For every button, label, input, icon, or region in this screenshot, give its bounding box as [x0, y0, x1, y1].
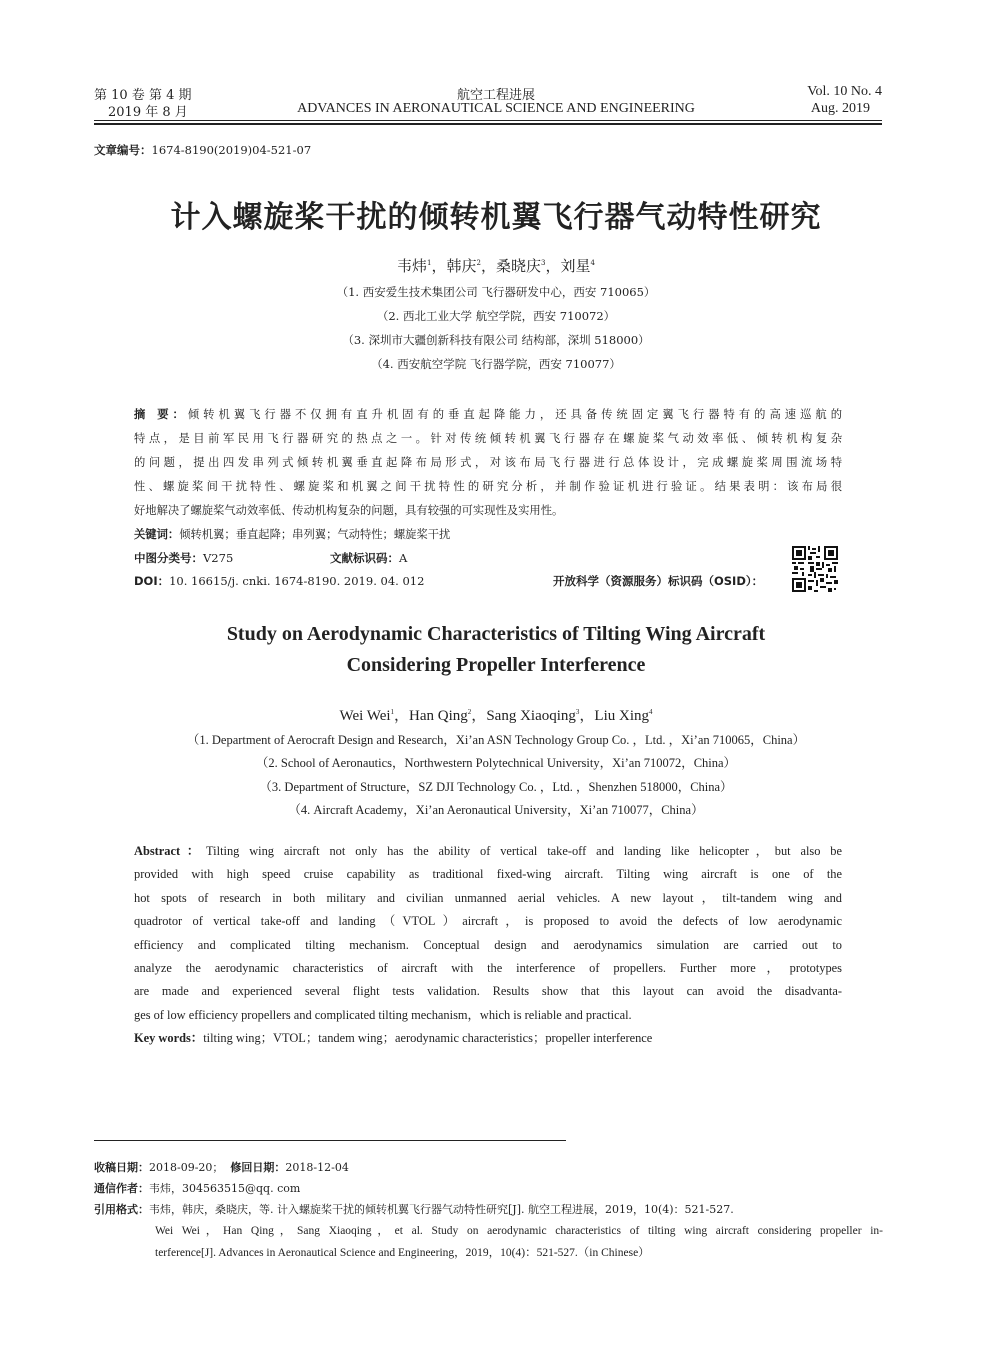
doi-value[interactable]: 10. 16615/j. cnki. 1674-8190. 2019. 04. 012 [169, 574, 425, 588]
received-value: 2018-09-20； [149, 1161, 224, 1174]
en-author-sup: 2 [467, 708, 472, 716]
osid-label: 开放科学（资源服务）标识码（OSID）： [553, 574, 764, 588]
article-number-value: 1674-8190(2019)04-521-07 [151, 143, 312, 157]
footnote-citation [94, 1201, 734, 1217]
clc-value: V275 [203, 551, 234, 565]
en-author-sup: 3 [575, 708, 580, 716]
en-affiliation: （2. School of Aeronautics，Northwestern Polytechnical University，Xi’an 710072，China） [255, 756, 737, 770]
en-authors: Wei Wei$^1$，Han Qing$^2$，Sang Xiaoqing$^3$，Liu Xing$^4$ [339, 708, 653, 724]
doc-code [330, 550, 407, 566]
journal-name-en: ADVANCES IN AERONAUTICAL SCIENCE AND ENGINEERING [297, 101, 695, 116]
cn-affiliation: （1. 西安爱生技术集团公司 飞行器研发中心，西安 710065） [336, 285, 656, 299]
en-author: Sang Xiaoqing [486, 708, 576, 724]
footnote-rule [94, 1140, 566, 1141]
cn-authors: 韦炜$^1$，韩庆$^2$，桑晓庆$^3$，刘星$^4$ [397, 257, 595, 275]
en-abstract-line: efficiency and complicated tilting mechanism. Conceptual design and aerodynamics simulation are carried out to [134, 937, 842, 952]
en-abstract-line: provided with high speed cruise capability as traditional fixed-wing aircraft. Tilting wing aircraft is one of the [134, 867, 842, 882]
en-abstract-line: ges of low efficiency propellers and complicated tilting mechanism，which is reliable and practical. [134, 1007, 632, 1022]
en-abstract-line: hot spots of research in both military and civilian unmanned aerial vehicles. A new layout，tilt-tandem wing and [134, 890, 842, 905]
header-date-en: Aug. 2019 [810, 101, 870, 116]
cn-abstract-label: 摘 要： [134, 408, 188, 421]
header-rule-thin [94, 120, 882, 121]
cn-abstract-line: 性、螺旋桨间干扰特性、螺旋桨和机翼之间干扰特性的研究分析，并制作验证机进行验证。结果表明：该布局很 [134, 480, 842, 493]
corresponding-label: 通信作者： [94, 1182, 149, 1195]
citation-cn: 韦炜，韩庆，桑晓庆，等. 计入螺旋桨干扰的倾转机翼飞行器气动特性研究[J]. 航空工程进展，2019，10(4)：521-527. [149, 1203, 734, 1216]
en-abstract-line: quadrotor of vertical take-off and landing（VTOL）aircraft，is proposed to avoid the defects of low aerodynamic [134, 914, 842, 929]
en-abstract-line: Tilting wing aircraft not only has the ability of vertical take-off and landing like helicopter，but also be [206, 844, 842, 858]
cn-author-sup: 3 [541, 259, 546, 267]
citation-en-line: Wei Wei，Han Qing，Sang Xiaoqing，et al. Study on aerodynamic characteristics of tilting wing aircraft considering propeller in- [155, 1225, 883, 1237]
cn-abstract [134, 403, 842, 547]
en-affiliation: （1. Department of Aerocraft Design and Research，Xi’an ASN Technology Group Co. ，Ltd. ，Xi’an 710065，China） [186, 733, 806, 747]
cn-affiliation: （4. 西安航空学院 飞行器学院，西安 710077） [371, 357, 621, 371]
clc-label: 中图分类号： [134, 551, 203, 565]
en-title-line: Considering Propeller Interference [346, 654, 646, 676]
cn-abstract-line: 特点，是目前军民用飞行器研究的热点之一。针对传统倾转机翼飞行器存在螺旋桨气动效率低、倾转机构复杂 [134, 432, 842, 445]
cn-author-sup: 1 [427, 259, 432, 267]
en-author: Liu Xing [594, 708, 649, 724]
article-number [94, 142, 311, 158]
header-vol-no-en: Vol. 10 No. 4 [807, 84, 882, 99]
osid-qr-code[interactable] [792, 546, 838, 592]
en-author-sup: 1 [390, 708, 395, 716]
en-abstract-line: analyze the aerodynamic characteristics of aircraft with the interference of propellers. Further more，prototypes [134, 961, 842, 976]
doi [134, 573, 424, 589]
revised-label: 修回日期： [230, 1161, 286, 1174]
cn-keywords-value: 倾转机翼；垂直起降；串列翼；气动特性；螺旋桨干扰 [179, 528, 451, 541]
article-number-label: 文章编号： [94, 143, 152, 157]
cn-author: 韦炜 [397, 257, 428, 275]
citation-en-line: terference[J]. Advances in Aeronautical Science and Engineering，2019，10(4)：521-527.（in Chinese） [155, 1247, 650, 1259]
received-label: 收稿日期： [94, 1161, 149, 1174]
citation-label: 引用格式： [94, 1203, 149, 1216]
header-volume-issue: 第 10 卷 第 4 期 [94, 88, 192, 103]
en-keywords-label: Key words： [134, 1031, 204, 1046]
cn-author-sup: 2 [476, 259, 481, 267]
en-author-sup: 4 [649, 708, 653, 716]
cn-keywords-label: 关键词： [134, 528, 180, 541]
corresponding-value[interactable]: 韦炜，304563515@qq. com [149, 1182, 301, 1195]
cn-abstract-line: 的问题，提出四发串列式倾转机翼垂直起降布局形式，对该布局飞行器进行总体设计，完成螺旋桨周围流场特 [134, 456, 842, 469]
doc-code-label: 文献标识码： [330, 551, 399, 565]
en-author: Han Qing [409, 708, 468, 724]
cn-author: 桑晓庆 [496, 257, 542, 275]
en-affiliation: （4. Aircraft Academy，Xi’an Aeronautical University，Xi’an 710077，China） [288, 803, 704, 817]
en-affiliation: （3. Department of Structure，SZ DJI Technology Co. ，Ltd. ，Shenzhen 518000，China） [259, 780, 733, 794]
doi-label: DOI： [134, 574, 170, 588]
footnote-corresponding [94, 1180, 300, 1196]
header-date-cn: 2019 年 8 月 [108, 105, 188, 120]
cn-author-sup: 4 [590, 259, 595, 267]
cn-author: 刘星 [560, 257, 591, 275]
doc-code-value: A [399, 551, 408, 565]
cn-abstract-line: 好地解决了螺旋桨气动效率低、传动机构复杂的问题，具有较强的可实现性及实用性。 [134, 504, 564, 517]
en-keywords-value: tilting wing；VTOL；tandem wing；aerodynamic characteristics；propeller interference [203, 1031, 653, 1046]
en-author: Wei Wei [339, 708, 391, 724]
revised-value: 2018-12-04 [285, 1161, 349, 1174]
clc-number [134, 550, 233, 566]
en-abstract-label: Abstract： [134, 844, 207, 858]
cn-title: 计入螺旋桨干扰的倾转机翼飞行器气动特性研究 [170, 200, 822, 235]
cn-abstract-line: 倾转机翼飞行器不仅拥有直升机固有的垂直起降能力，还具备传统固定翼飞行器特有的高速巡航的 [187, 408, 842, 421]
header-rule-thick [94, 123, 882, 125]
footnote-dates [94, 1159, 349, 1175]
en-abstract-line: are made and experienced several flight tests validation. Results show that this layout can avoid the disadvanta- [134, 984, 842, 999]
en-abstract [134, 840, 842, 1051]
en-title-line: Study on Aerodynamic Characteristics of Tilting Wing Aircraft [226, 623, 766, 645]
cn-affiliation: （2. 西北工业大学 航空学院，西安 710072） [376, 309, 616, 323]
journal-name-cn: 航空工程进展 [456, 88, 535, 103]
cn-affiliation: （3. 深圳市大疆创新科技有限公司 结构部，深圳 518000） [342, 333, 650, 347]
cn-author: 韩庆 [446, 257, 477, 275]
